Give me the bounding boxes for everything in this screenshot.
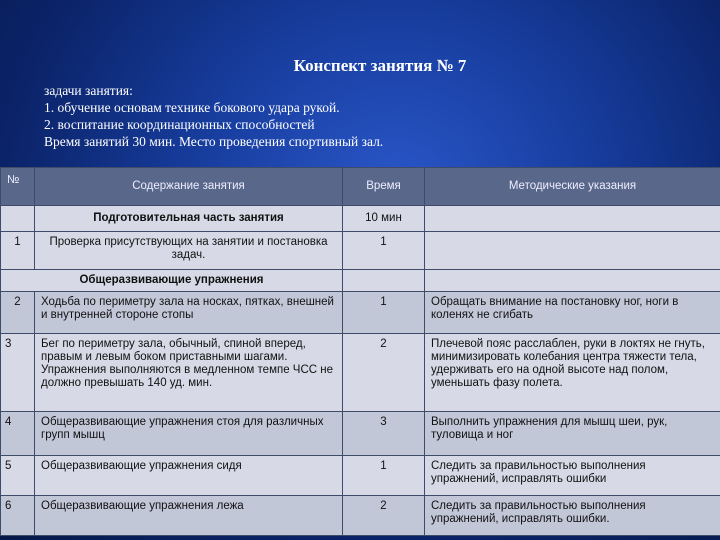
cell-empty bbox=[425, 206, 720, 232]
row-content: Общеразвивающие упражнения лежа bbox=[35, 496, 343, 536]
general-label: Общеразвивающие упражнения bbox=[1, 270, 343, 292]
page-title: Конспект занятия № 7 bbox=[293, 56, 467, 75]
row-time: 2 bbox=[343, 496, 425, 536]
header-time: Время bbox=[343, 168, 425, 206]
row-time: 1 bbox=[343, 456, 425, 496]
row-num: 4 bbox=[1, 412, 35, 456]
table-row bbox=[1, 232, 720, 270]
row-methods bbox=[425, 232, 720, 270]
table-row bbox=[1, 292, 720, 334]
row-num: 3 bbox=[1, 334, 35, 412]
intro-line-2: 1. обучение основам технике бокового удара рукой. bbox=[44, 100, 340, 115]
row-content: Общеразвивающие упражнения стоя для различных групп мышц bbox=[35, 412, 343, 456]
table-row bbox=[1, 334, 720, 412]
row-num: 1 bbox=[1, 232, 35, 270]
prep-time: 10 мин bbox=[343, 206, 425, 232]
row-time: 2 bbox=[343, 334, 425, 412]
row-num: 6 bbox=[1, 496, 35, 536]
intro-line-3: 2. воспитание координационных способностей bbox=[44, 117, 315, 132]
table-row-prep bbox=[1, 206, 720, 232]
row-time: 3 bbox=[343, 412, 425, 456]
row-content: Проверка присутствующих на занятии и постановка задач. bbox=[35, 232, 343, 270]
intro-line-1: задачи занятия: bbox=[44, 83, 133, 98]
prep-label: Подготовительная часть занятия bbox=[35, 206, 343, 232]
header-methods: Методические указания bbox=[425, 168, 720, 206]
intro-line-4: Время занятий 30 мин. Место проведения спортивный зал. bbox=[44, 134, 384, 149]
lesson-plan-table bbox=[0, 167, 720, 536]
cell-empty bbox=[425, 270, 720, 292]
cell-empty bbox=[343, 270, 425, 292]
cell-empty bbox=[1, 206, 35, 232]
table-row-general bbox=[1, 270, 720, 292]
row-time: 1 bbox=[343, 232, 425, 270]
row-content: Общеразвивающие упражнения сидя bbox=[35, 456, 343, 496]
row-content: Ходьба по периметру зала на носках, пятках, внешней и внутренней стороне стопы bbox=[35, 292, 343, 334]
row-methods: Выполнить упражнения для мышц шеи, рук, туловища и ног bbox=[425, 412, 720, 456]
header-num: № bbox=[1, 168, 35, 206]
table-row bbox=[1, 412, 720, 456]
table-header-row bbox=[1, 168, 720, 206]
row-methods: Плечевой пояс расслаблен, руки в локтях не гнуть, минимизировать колебания центра тяжести тела, удерживать его на одной высоте над полом, уменьшать фазу полета. bbox=[425, 334, 720, 412]
row-time: 1 bbox=[343, 292, 425, 334]
row-methods: Следить за правильностью выполнения упражнений, исправлять ошибки bbox=[425, 456, 720, 496]
header-content: Содержание занятия bbox=[35, 168, 343, 206]
table-row bbox=[1, 496, 720, 536]
row-content: Бег по периметру зала, обычный, спиной вперед, правым и левым боком приставными шагами. Упражнения выполняются в медленном темпе ЧСС не должно превышать 140 уд. мин. bbox=[35, 334, 343, 412]
table-row bbox=[1, 456, 720, 496]
row-methods: Следить за правильностью выполнения упражнений, исправлять ошибки. bbox=[425, 496, 720, 536]
row-methods: Обращать внимание на постановку ног, ноги в коленях не сгибать bbox=[425, 292, 720, 334]
row-num: 5 bbox=[1, 456, 35, 496]
row-num: 2 bbox=[1, 292, 35, 334]
lesson-intro bbox=[44, 82, 383, 150]
